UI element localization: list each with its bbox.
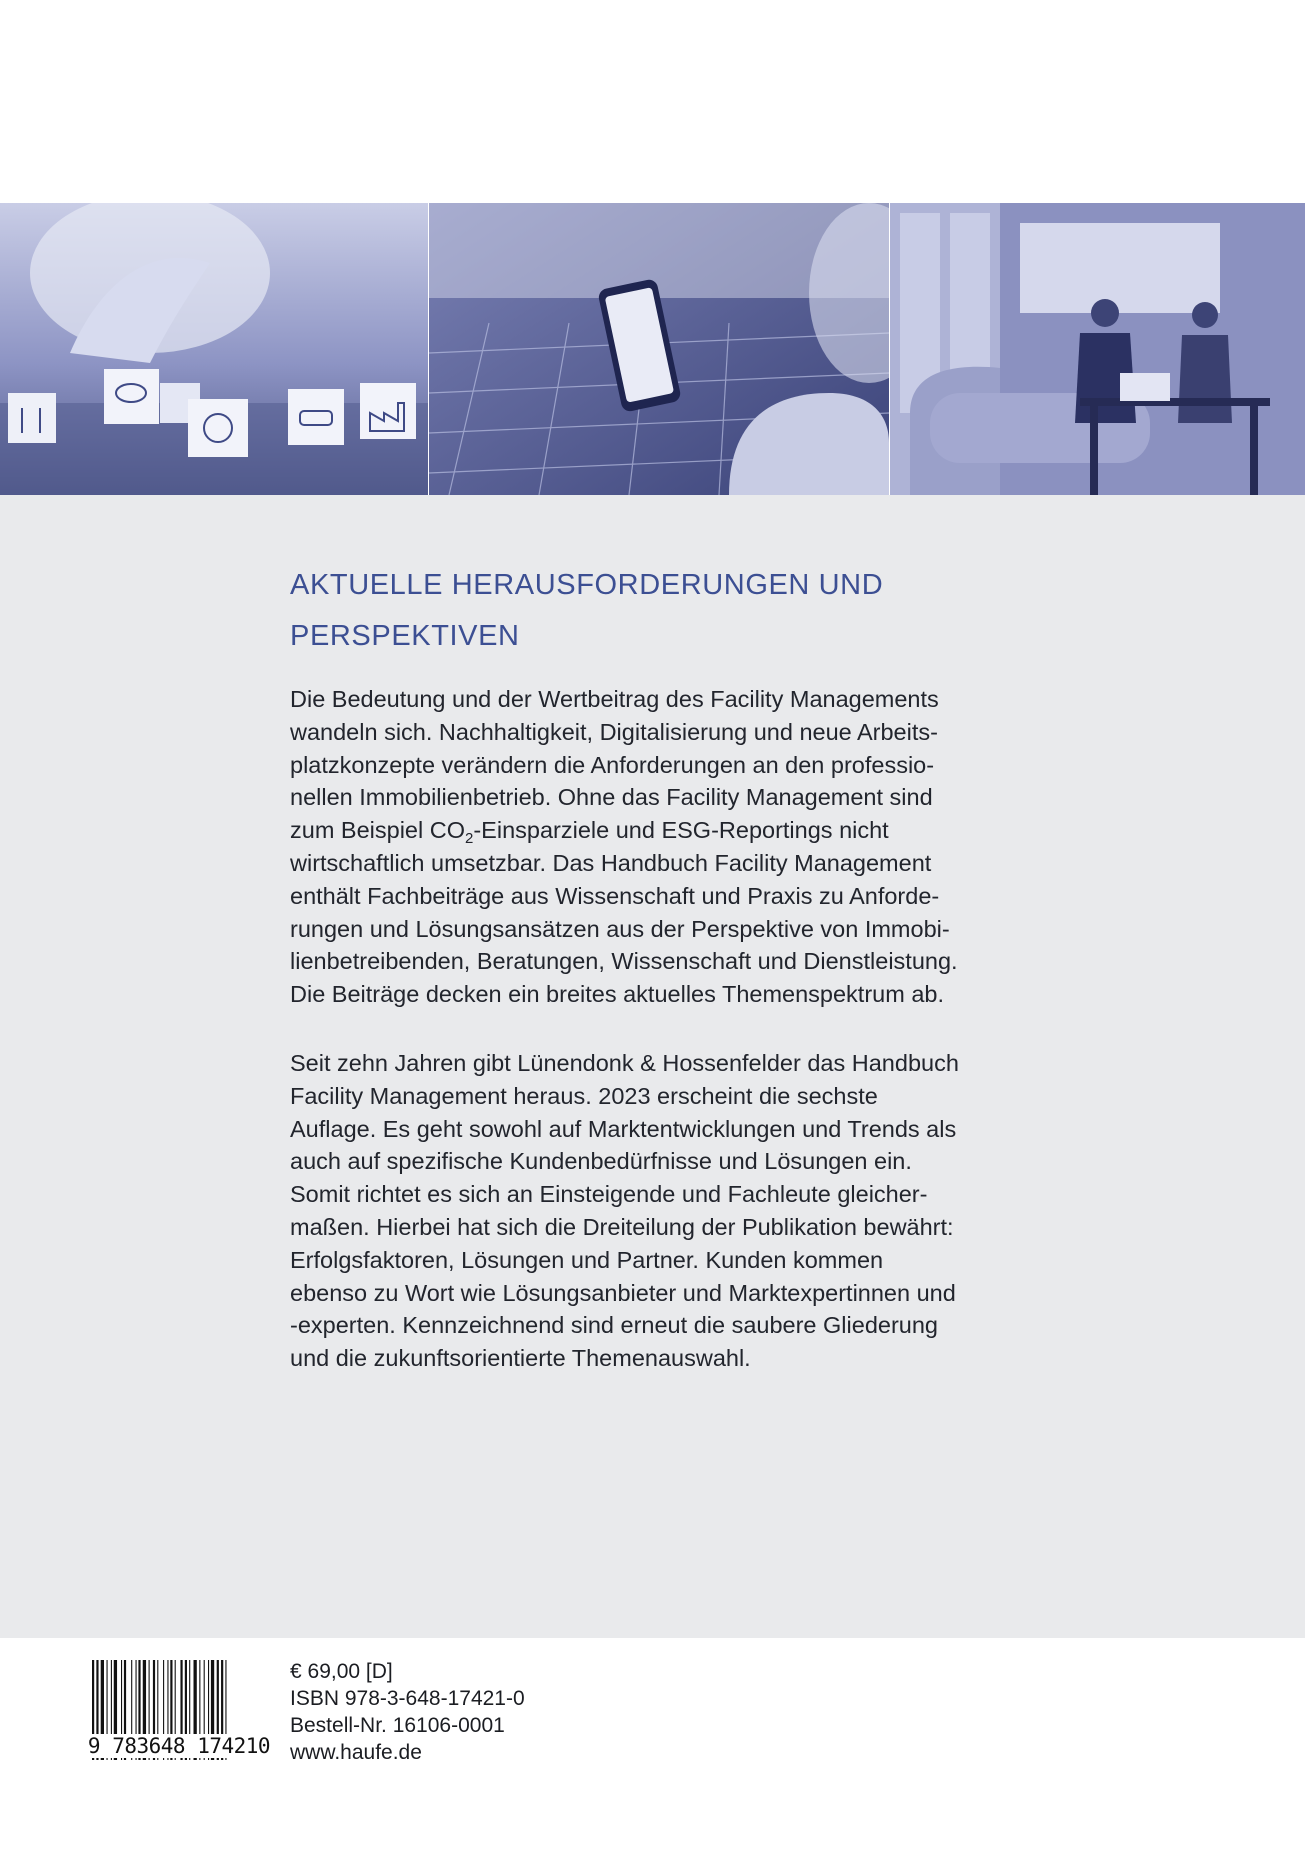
- recycle-globe-icon: [188, 399, 248, 457]
- text-line: Erfolgsfaktoren, Lösungen und Partner. Kunden kommen: [290, 1246, 884, 1273]
- electric-car-icon: [288, 389, 344, 445]
- photo-smartphone-solar: [429, 203, 889, 495]
- text-line: maßen. Hierbei hat sich die Dreiteilung der Publikation bewährt:: [290, 1213, 954, 1240]
- section-heading: [290, 560, 1050, 662]
- heading-line-1: AKTUELLE HERAUSFORDERUNGEN UND: [290, 569, 884, 601]
- text-line: Auflage. Es geht sowohl auf Marktentwicklungen und Trends als: [290, 1115, 957, 1142]
- text-line: platzkonzepte verändern die Anforderungen an den professio-: [290, 751, 935, 778]
- book-info: [290, 1658, 525, 1766]
- factory-icon: [360, 383, 416, 439]
- website-link[interactable]: www.haufe.de: [290, 1741, 422, 1764]
- text-line: und die zukunftsorientierte Themenauswahl.: [290, 1345, 751, 1372]
- text-line: Die Bedeutung und der Wertbeitrag des Facility Managements: [290, 686, 939, 712]
- text-line: Seit zehn Jahren gibt Lünendonk & Hossenfelder das Handbuch: [290, 1050, 959, 1076]
- text-line: wandeln sich. Nachhaltigkeit, Digitalisierung und neue Arbeits-: [290, 718, 938, 745]
- text-line: ebenso zu Wort wie Lösungsanbieter und Marktexpertinnen und: [290, 1279, 956, 1306]
- text-line: Die Beiträge decken ein breites aktuelles Themenspektrum ab.: [290, 981, 945, 1008]
- text-line: auch auf spezifische Kundenbedürfnisse und Lösungen ein.: [290, 1148, 912, 1175]
- text-line: rungen und Lösungsansätzen aus der Perspektive von Immobi-: [290, 915, 950, 942]
- text-line: nellen Immobilienbetrieb. Ohne das Facility Management sind: [290, 784, 933, 811]
- isbn: ISBN 978-3-648-17421-0: [290, 1687, 525, 1710]
- price: € 69,00 [D]: [290, 1660, 393, 1683]
- top-margin: [0, 0, 1305, 203]
- text-fragment: zum Beispiel CO: [290, 817, 465, 844]
- co2-cloud-icon: [104, 369, 159, 424]
- text-line: Facility Management heraus. 2023 erscheint die sechste: [290, 1082, 878, 1109]
- paragraph-1: [290, 683, 1050, 1011]
- text-line: wirtschaftlich umsetzbar. Das Handbuch Facility Management: [290, 849, 932, 876]
- text-line-co2: [290, 814, 1050, 847]
- subscript-2: 2: [465, 830, 474, 848]
- text-line: enthält Fachbeiträge aus Wissenschaft und Praxis zu Anforde-: [290, 882, 940, 909]
- photo-business-meeting: [890, 203, 1305, 495]
- barcode-number: 9 783648 174210: [84, 1734, 274, 1758]
- text-line: Somit richtet es sich an Einsteigende und Fachleute gleicher-: [290, 1181, 928, 1208]
- text-fragment: -Einsparziele und ESG-Reportings nicht: [473, 817, 889, 844]
- wind-turbine-icon: [8, 393, 56, 443]
- paragraph-2: [290, 1047, 1050, 1375]
- text-line: lienbetreibenden, Beratungen, Wissenschaft und Dienstleistung.: [290, 948, 958, 975]
- heading-line-2: PERSPEKTIVEN: [290, 620, 520, 652]
- order-number: Bestell-Nr. 16106-0001: [290, 1714, 505, 1737]
- photo-sustainability-blocks: [0, 203, 428, 495]
- text-line: -experten. Kennzeichnend sind erneut die saubere Gliederung: [290, 1312, 938, 1339]
